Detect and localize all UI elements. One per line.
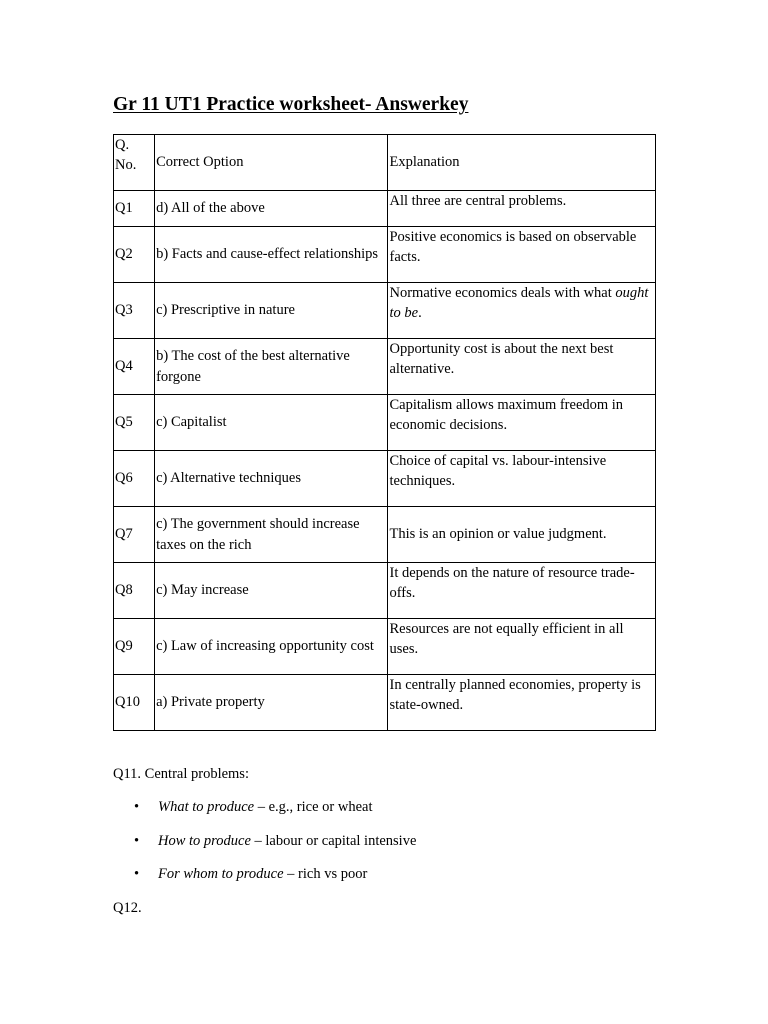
explanation: All three are central problems. <box>388 191 656 227</box>
q11-heading: Q11. Central problems: <box>113 766 249 782</box>
problem-term: What to produce <box>158 799 255 815</box>
page-title: Gr 11 UT1 Practice worksheet- Answerkey <box>113 94 469 115</box>
q12-heading: Q12. <box>113 900 142 916</box>
correct-option: b) The cost of the best alternative forgone <box>155 339 388 395</box>
table-row <box>114 619 656 675</box>
correct-option: c) Prescriptive in nature <box>155 283 388 339</box>
problem-example: – labour or capital intensive <box>250 832 417 849</box>
explanation: Opportunity cost is about the next best alternative. <box>388 339 656 395</box>
explanation: In centrally planned economies, property is state-owned. <box>388 675 656 731</box>
answer-key-table <box>113 134 656 731</box>
correct-option: d) All of the above <box>155 191 388 227</box>
problem-example: – rich vs poor <box>283 866 368 882</box>
list-item <box>113 864 416 898</box>
list-item <box>113 797 416 831</box>
explanation: Capitalism allows maximum freedom in economic decisions. <box>388 395 656 451</box>
table-row <box>114 395 656 451</box>
list-item <box>113 831 416 865</box>
question-number: Q1 <box>114 191 155 227</box>
table-row <box>114 451 656 507</box>
explanation-text: Normative economics deals with what <box>389 285 616 301</box>
correct-option: a) Private property <box>155 675 388 731</box>
explanation <box>388 283 656 339</box>
table-row <box>114 675 656 731</box>
explanation: It depends on the nature of resource trade-offs. <box>388 563 656 619</box>
table-row <box>114 227 656 283</box>
explanation: Choice of capital vs. labour-intensive techniques. <box>388 451 656 507</box>
problem-term: How to produce <box>158 832 251 849</box>
correct-option: c) Law of increasing opportunity cost <box>155 619 388 675</box>
bullet-icon: • <box>134 799 140 815</box>
bullet-icon: • <box>134 866 140 882</box>
table-row <box>114 563 656 619</box>
table-header-row <box>114 135 656 191</box>
explanation-emphasis: ought to be <box>389 285 649 322</box>
explanation: Resources are not equally efficient in all uses. <box>388 619 656 675</box>
correct-option: b) Facts and cause-effect relationships <box>155 227 388 283</box>
table-row <box>114 339 656 395</box>
explanation: Positive economics is based on observable facts. <box>388 227 656 283</box>
question-number: Q10 <box>114 675 155 731</box>
question-number: Q2 <box>114 227 155 283</box>
question-number: Q7 <box>114 507 155 563</box>
bullet-icon: • <box>134 832 140 849</box>
table-row <box>114 191 656 227</box>
header-correct-option: Correct Option <box>155 135 388 191</box>
question-number: Q6 <box>114 451 155 507</box>
correct-option: c) The government should increase taxes on the rich <box>155 507 388 563</box>
explanation: This is an opinion or value judgment. <box>388 507 656 563</box>
header-qno: Q. No. <box>114 135 155 191</box>
problem-term: For whom to produce <box>158 866 284 882</box>
central-problems-list <box>113 797 416 898</box>
table-row <box>114 283 656 339</box>
question-number: Q5 <box>114 395 155 451</box>
question-number: Q9 <box>114 619 155 675</box>
header-explanation: Explanation <box>388 135 656 191</box>
question-number: Q8 <box>114 563 155 619</box>
problem-example: – e.g., rice or wheat <box>254 799 373 815</box>
question-number: Q4 <box>114 339 155 395</box>
question-number: Q3 <box>114 283 155 339</box>
correct-option: c) Capitalist <box>155 395 388 451</box>
correct-option: c) Alternative techniques <box>155 451 388 507</box>
table-row <box>114 507 656 563</box>
correct-option: c) May increase <box>155 563 388 619</box>
explanation-period: . <box>418 305 422 322</box>
